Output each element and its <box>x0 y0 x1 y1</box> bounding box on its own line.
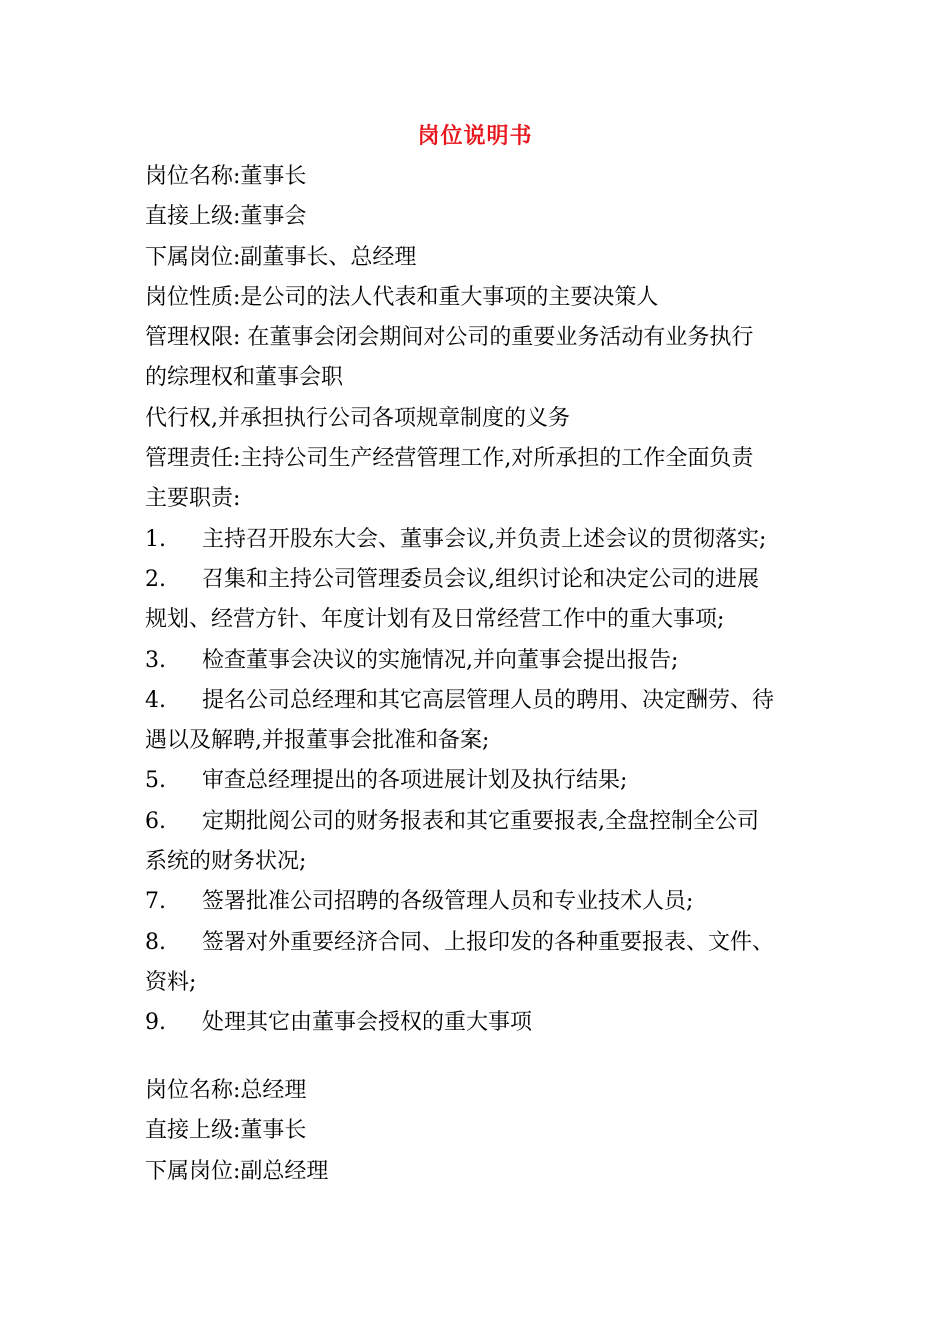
duty-number: 1. <box>145 526 166 552</box>
duty-item-1 <box>145 520 815 560</box>
duty-item-6-continuation: 系统的财务状况; <box>145 849 307 875</box>
management-responsibility-line: 管理责任:主持公司生产经营管理工作,对所承担的工作全面负责 <box>145 446 754 472</box>
management-authority-line-2: 的综理权和董事会职 <box>145 365 344 391</box>
duty-text: 签署批准公司招聘的各级管理人员和专业技术人员; <box>202 889 694 915</box>
duty-text: 检查董事会决议的实施情况,并向董事会提出报告; <box>202 647 679 673</box>
direct-superior-line: 直接上级:董事长 <box>145 1118 307 1144</box>
duty-item-8-continuation: 资料; <box>145 969 197 995</box>
position-nature-line: 岗位性质:是公司的法人代表和重大事项的主要决策人 <box>145 284 659 310</box>
duty-number: 8. <box>145 929 166 955</box>
duty-text: 签署对外重要经济合同、上报印发的各种重要报表、文件、 <box>202 929 775 955</box>
duty-text: 提名公司总经理和其它高层管理人员的聘用、决定酬劳、待 <box>202 687 775 713</box>
duty-item-4 <box>145 681 815 721</box>
duty-item-3 <box>145 641 815 681</box>
subordinate-positions-line: 下属岗位:副总经理 <box>145 1158 329 1184</box>
document-title: 岗位说明书 <box>417 123 533 149</box>
duty-item-6 <box>145 802 815 842</box>
duty-text: 处理其它由董事会授权的重大事项 <box>202 1010 533 1036</box>
duty-number: 3. <box>145 647 166 673</box>
duty-item-2-continuation: 规划、经营方针、年度计划有及日常经营工作中的重大事项; <box>145 607 725 633</box>
duty-number: 9. <box>145 1010 166 1036</box>
duty-item-9 <box>145 1003 815 1043</box>
management-authority-line-3: 代行权,并承担执行公司各项规章制度的义务 <box>145 405 570 431</box>
position-name-line: 岗位名称:总经理 <box>145 1078 307 1103</box>
management-authority-line-1: 管理权限: 在董事会闭会期间对公司的重要业务活动有业务执行 <box>145 325 754 351</box>
duty-number: 4. <box>145 687 166 713</box>
duty-item-2 <box>145 560 815 600</box>
chairman-section <box>145 157 815 1044</box>
duty-number: 2. <box>145 566 166 592</box>
duty-item-5 <box>145 761 815 801</box>
duty-text: 定期批阅公司的财务报表和其它重要报表,全盘控制全公司 <box>202 808 759 834</box>
position-name-line: 岗位名称:董事长 <box>145 164 307 189</box>
direct-superior-line: 直接上级:董事会 <box>145 204 307 230</box>
duty-number: 6. <box>145 808 166 834</box>
duty-number: 7. <box>145 889 166 915</box>
duty-item-4-continuation: 遇以及解聘,并报董事会批准和备案; <box>145 728 490 754</box>
duty-number: 5. <box>145 768 166 794</box>
duty-text: 召集和主持公司管理委员会议,组织讨论和决定公司的进展 <box>202 566 759 592</box>
duty-item-7 <box>145 882 815 922</box>
main-duties-heading: 主要职责: <box>145 486 241 512</box>
subordinate-positions-line: 下属岗位:副董事长、总经理 <box>145 244 417 270</box>
general-manager-section <box>145 1071 815 1192</box>
duty-text: 主持召开股东大会、董事会议,并负责上述会议的贯彻落实; <box>202 526 767 552</box>
duty-item-8 <box>145 923 815 963</box>
duty-text: 审查总经理提出的各项进展计划及执行结果; <box>202 768 628 794</box>
